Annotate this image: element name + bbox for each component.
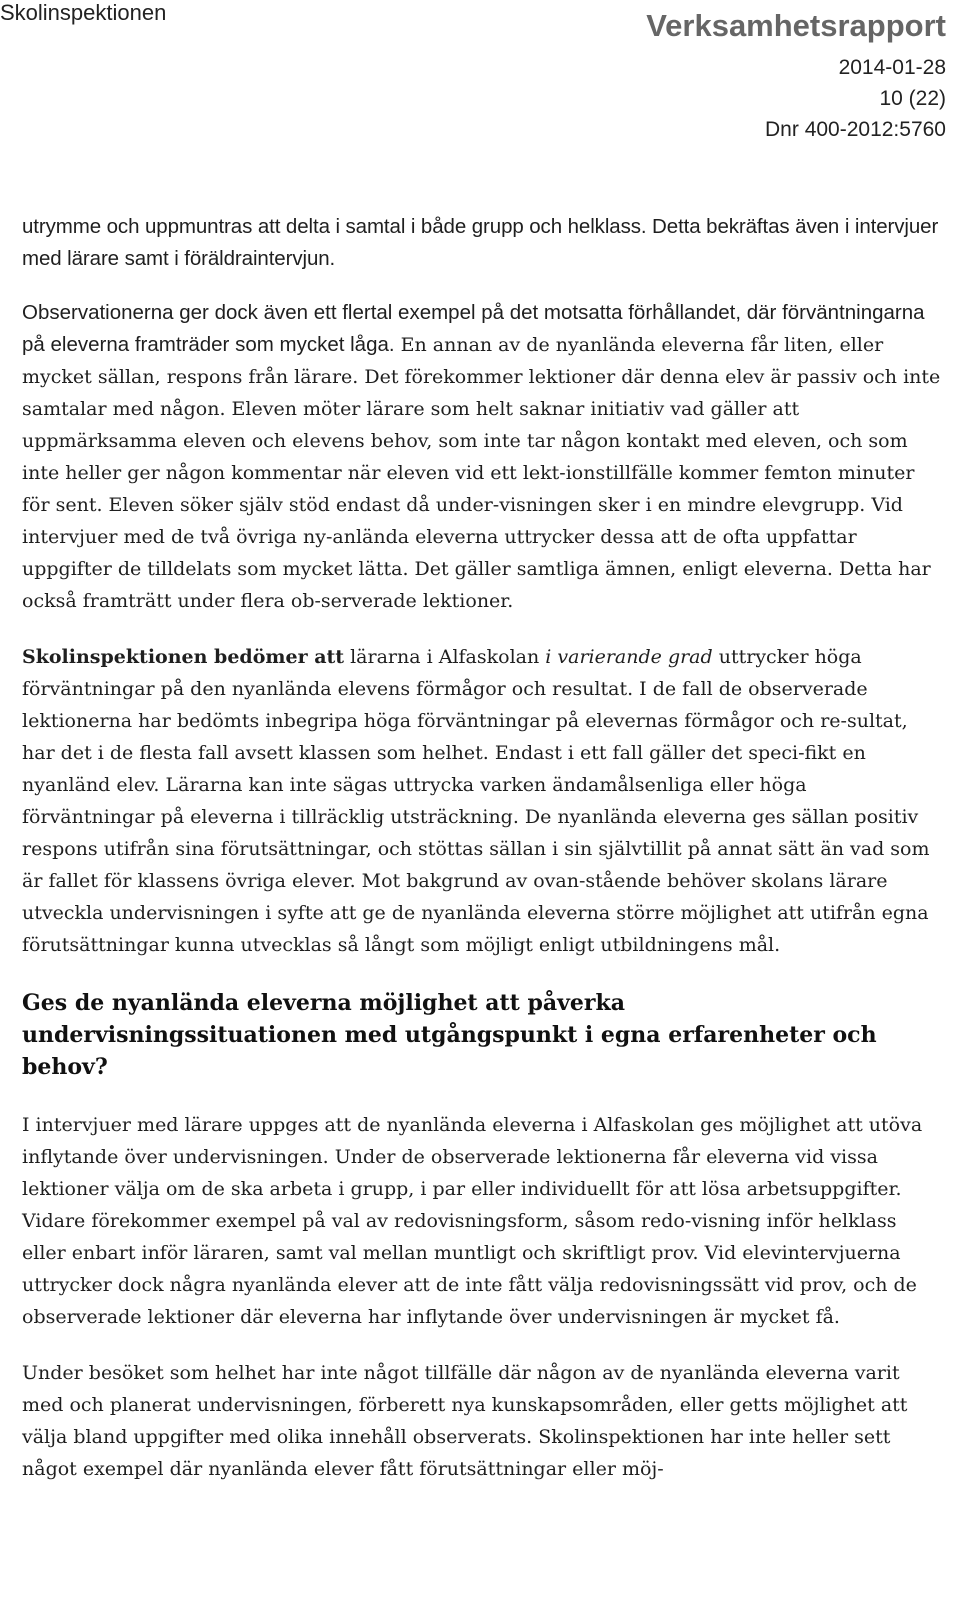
paragraph-continuation: utrymme och uppmuntras att delta i samtal i både grupp och helklass. Detta bekräftas även i intervjuer med lärare samt i föräldraintervjun. (22, 215, 939, 270)
diary-number: Dnr 400-2012:5760 (765, 118, 946, 141)
page-number: 10 (22) (879, 87, 946, 110)
document-body (22, 211, 942, 1485)
assessment-lead: Skolinspektionen bedömer att (22, 646, 345, 668)
assessment-text-b: uttrycker höga förväntningar på den nyanlända elevens förmågor och resultat. I de fall de observerade lektionerna har bedömts inbegripa höga förväntningar på elevernas förmågor och re-sultat, har det i de flesta fall avsett klassen som helhet. Endast i ett fall gäller det speci-fikt en nyanländ elev. Lärarna kan inte sägas uttrycka varken ändamålsenliga eller höga förväntningar på eleverna i tillräcklig utsträckning. De nyanlända eleverna ges sällan positiv respons utifrån sina förutsättningar, och stöttas sällan i sin självtillit på annat sätt än vad som är fallet för klassens övriga elever. Mot bakgrund av ovan-stående behöver skolans lärare utveckla undervisningen i syfte att ge de nyanlända eleverna större möjlighet att utifrån egna förutsättningar kunna utvecklas så långt som möjligt enligt utbildningens mål. (22, 646, 930, 956)
organization-name: Skolinspektionen (0, 0, 167, 25)
report-date: 2014-01-28 (838, 56, 946, 79)
paragraph-observations-body: En annan av de nyanlända eleverna får liten, eller mycket sällan, respons från lärare. Det förekommer lektioner där denna elev är passiv och inte samtalar med någon. Eleven möter lärare som helt saknar initiativ vad gäller att uppmärksamma eleven och elevens behov, som inte tar någon kontakt med eleven, och som inte heller ger någon kommentar när eleven vid ett lekt-ionstillfälle kommer femton minuter för sent. Eleven söker själv stöd endast då under-visningen sker i en mindre elevgrupp. Vid intervjuer med de två övriga ny-anlända eleverna uttrycker dessa att de ofta uppfattar uppgifter de tilldelats som mycket lätta. Det gäller samtliga ämnen, enligt eleverna. Detta har också framträtt under flera ob-serverade lektioner. (22, 334, 941, 612)
paragraph-visit: Under besöket som helhet har inte något tillfälle där någon av de nyanlända eleverna varit med och planerat undervisningen, förberett nya kunskapsområden, eller getts möjlighet att välja bland uppgifter med olika innehåll observerats. Skolinspektionen har inte heller sett något exempel där nyanlända elever fått förutsättningar eller möj- (22, 1362, 908, 1480)
section-heading: Ges de nyanlända eleverna möjlighet att påverka undervisningssituationen med utgångspunkt i egna erfarenheter och behov? (22, 990, 877, 1080)
paragraph-observations (22, 297, 942, 617)
report-header (646, 6, 946, 145)
assessment-text-a: lärarna i Alfaskolan (344, 646, 546, 668)
paragraph-interviews: I intervjuer med lärare uppges att de nyanlända eleverna i Alfaskolan ges möjlighet att utöva inflytande över undervisningen. Under de observerade lektionerna får eleverna vid vissa lektioner välja om de ska arbeta i grupp, i par eller individuellt för att lösa arbetsuppgifter. Vidare förekommer exempel på val av redovisningsform, såsom redo-visning inför helklass eller enbart inför läraren, samt val mellan muntligt och skriftligt prov. Vid elevintervjuerna uttrycker dock några nyanlända elever att de inte fått välja redovisningssätt vid prov, och de observerade lektioner där eleverna har inflytande över undervisningen är mycket få. (22, 1114, 923, 1328)
report-title: Verksamhetsrapport (646, 8, 946, 43)
paragraph-observations-lead: Observationerna ger dock även ett flertal exempel på det motsatta förhållandet, där förväntningarna på eleverna framträder som mycket låga. (22, 301, 925, 356)
paragraph-assessment (22, 641, 942, 961)
assessment-emphasis: i varierande grad (545, 646, 713, 668)
